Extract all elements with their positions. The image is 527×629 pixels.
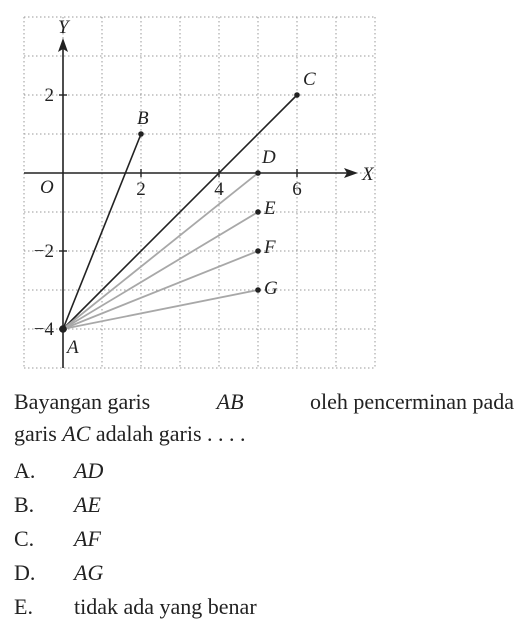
point-e [255, 209, 261, 215]
segment-ab-label: AB [216, 389, 244, 414]
segment-ag [63, 290, 258, 329]
option-text: AG [74, 560, 104, 585]
point-label-g: G [264, 278, 278, 299]
option-letter: E. [14, 594, 33, 619]
option-letter: C. [14, 526, 35, 551]
point-g [255, 287, 261, 293]
point-c [294, 92, 300, 98]
point-label-e: E [264, 198, 276, 219]
option-a[interactable] [14, 454, 257, 488]
x-tick-label: 2 [136, 179, 146, 200]
option-e[interactable] [14, 590, 257, 624]
question-text [14, 386, 514, 450]
point-label-c: C [303, 69, 316, 90]
option-letter: B. [14, 492, 35, 517]
point-label-f: F [264, 237, 276, 258]
segment-ac-label: AC [62, 421, 91, 446]
point-label-d: D [262, 147, 276, 168]
question-line-1 [14, 386, 514, 418]
point-label-a: A [67, 337, 79, 358]
option-c[interactable] [14, 522, 257, 556]
y-tick-label: −2 [33, 241, 54, 262]
x-tick-label: 6 [292, 179, 302, 200]
option-text: AF [74, 526, 101, 551]
option-letter: D. [14, 560, 36, 585]
x-axis-label: X [362, 164, 374, 185]
answer-options [14, 454, 257, 624]
option-text: tidak ada yang benar [74, 594, 257, 619]
point-d [255, 170, 261, 176]
option-text: AD [74, 458, 104, 483]
point-b [138, 131, 144, 137]
option-b[interactable] [14, 488, 257, 522]
origin-label: O [40, 177, 54, 198]
x-tick-label: 4 [214, 179, 224, 200]
point-a [59, 325, 67, 333]
question-line1-end: oleh pencerminan pada [309, 389, 514, 414]
segment-ab [63, 134, 141, 329]
y-tick-label: −4 [33, 319, 54, 340]
point-label-b: B [137, 108, 149, 129]
option-text: AE [74, 492, 101, 517]
point-f [255, 248, 261, 254]
y-axis-label: Y [58, 17, 69, 38]
option-letter: A. [14, 458, 36, 483]
y-tick-label: 2 [44, 85, 54, 106]
question-line-2 [14, 418, 514, 450]
question-line2-start: garis [14, 421, 57, 446]
question-line1-start: Bayangan garis [14, 389, 151, 414]
segment-ae [63, 212, 258, 329]
option-d[interactable] [14, 556, 257, 590]
question-line2-end: adalah garis . . . . [95, 421, 246, 446]
